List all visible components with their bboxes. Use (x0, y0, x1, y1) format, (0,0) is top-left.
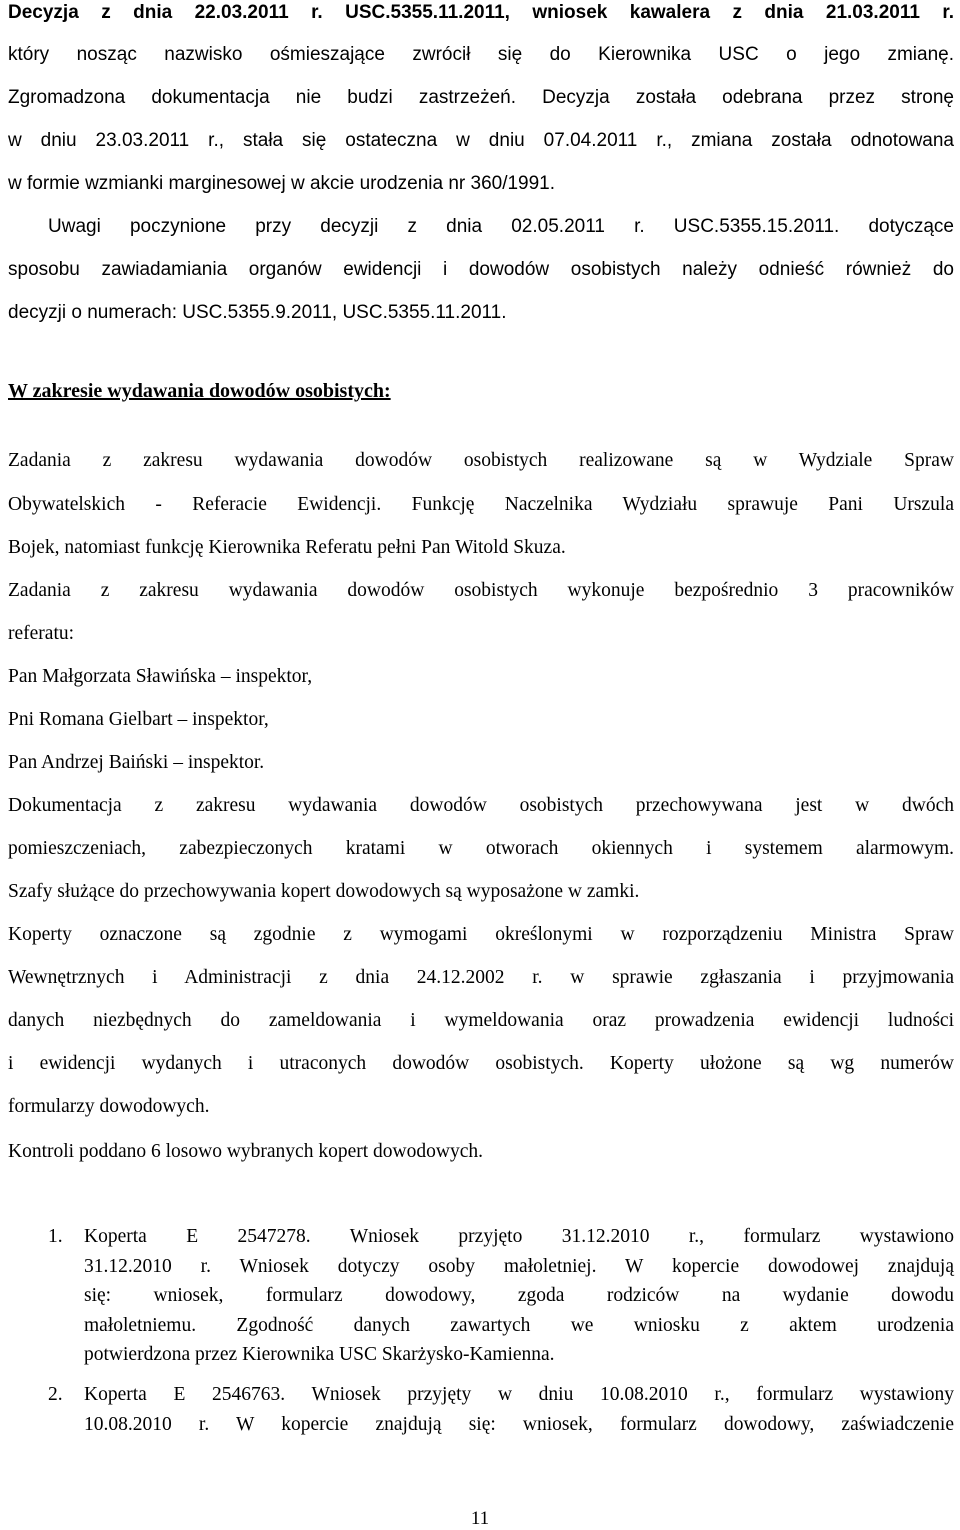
list-item-line: się: wniosek, formularz dowodowy, zgoda rodziców na wydanie dowodu (84, 1285, 954, 1306)
intro-line: w dniu 23.03.2011 r., stała się ostateczna w dniu 07.04.2011 r., zmiana została odnotowana (8, 130, 954, 151)
body-line: Zadania z zakresu wydawania dowodów osobistych realizowane są w Wydziale Spraw (8, 450, 954, 471)
list-item-text (84, 1226, 954, 1374)
body-line: Koperty oznaczone są zgodnie z wymogami określonymi w rozporządzeniu Ministra Spraw (8, 924, 954, 945)
list-item-line: Koperta E 2546763. Wniosek przyjęty w dniu 10.08.2010 r., formularz wystawiony (84, 1384, 954, 1405)
list-item-line: Koperta E 2547278. Wniosek przyjęto 31.12.2010 r., formularz wystawiono (84, 1226, 954, 1247)
intro-line: Decyzja z dnia 22.03.2011 r. USC.5355.11.2011, wniosek kawalera z dnia 21.03.2011 r. (8, 2, 954, 23)
body-line: Pan Małgorzata Sławińska – inspektor, (8, 666, 313, 687)
intro-line: w formie wzmianki marginesowej w akcie urodzenia nr 360/1991. (8, 173, 556, 194)
body-line: pomieszczeniach, zabezpieczonych kratami w otworach okiennych i systemem alarmowym. (8, 838, 954, 859)
intro-line: który nosząc nazwisko ośmieszające zwrócił się do Kierownika USC o jego zmianę. (8, 44, 954, 65)
list-item-line: potwierdzona przez Kierownika USC Skarżysko-Kamienna. (84, 1344, 555, 1365)
body-line: Pni Romana Gielbart – inspektor, (8, 709, 269, 730)
intro-line: sposobu zawiadamiania organów ewidencji i dowodów osobistych należy odnieść również do (8, 259, 954, 280)
body-line: danych niezbędnych do zameldowania i wymeldowania oraz prowadzenia ewidencji ludności (8, 1010, 954, 1031)
body-line: formularzy dowodowych. (8, 1096, 210, 1117)
intro-line: Zgromadzona dokumentacja nie budzi zastrzeżeń. Decyzja została odebrana przez stronę (8, 87, 954, 108)
body-line: Obywatelskich - Referacie Ewidencji. Funkcję Naczelnika Wydziału sprawuje Pani Urszula (8, 494, 954, 515)
section-heading: W zakresie wydawania dowodów osobistych: (8, 380, 391, 402)
body-line: Kontroli poddano 6 losowo wybranych kopert dowodowych. (8, 1141, 483, 1162)
intro-line: Uwagi poczynione przy decyzji z dnia 02.05.2011 r. USC.5355.15.2011. dotyczące (48, 216, 954, 237)
list-item-line: 10.08.2010 r. W kopercie znajdują się: wniosek, formularz dowodowy, zaświadczenie (84, 1413, 954, 1435)
list-item-line: małoletniemu. Zgodność danych zawartych we wniosku z aktem urodzenia (84, 1314, 954, 1336)
body-line: Pan Andrzej Baiński – inspektor. (8, 752, 265, 773)
list-item-text (84, 1384, 954, 1443)
body-line: Bojek, natomiast funkcję Kierownika Referatu pełni Pan Witold Skuza. (8, 537, 566, 558)
body-line: Dokumentacja z zakresu wydawania dowodów osobistych przechowywana jest w dwóch (8, 795, 954, 816)
body-line: Szafy służące do przechowywania kopert dowodowych są wyposażone w zamki. (8, 881, 640, 902)
body-line: i ewidencji wydanych i utraconych dowodów osobistych. Koperty ułożone są wg numerów (8, 1053, 954, 1074)
list-item-number: 1. (48, 1226, 63, 1247)
body-line: Zadania z zakresu wydawania dowodów osobistych wykonuje bezpośrednio 3 pracowników (8, 580, 954, 601)
list-item-line: 31.12.2010 r. Wniosek dotyczy osoby małoletniej. W kopercie dowodowej znajdują (84, 1255, 954, 1277)
page-number: 11 (470, 1508, 490, 1529)
body-line: Wewnętrznych i Administracji z dnia 24.12.2002 r. w sprawie zgłaszania i przyjmowania (8, 967, 954, 988)
body-line: referatu: (8, 623, 75, 644)
list-item-number: 2. (48, 1384, 63, 1405)
intro-line: decyzji o numerach: USC.5355.9.2011, USC.5355.11.2011. (8, 302, 507, 323)
